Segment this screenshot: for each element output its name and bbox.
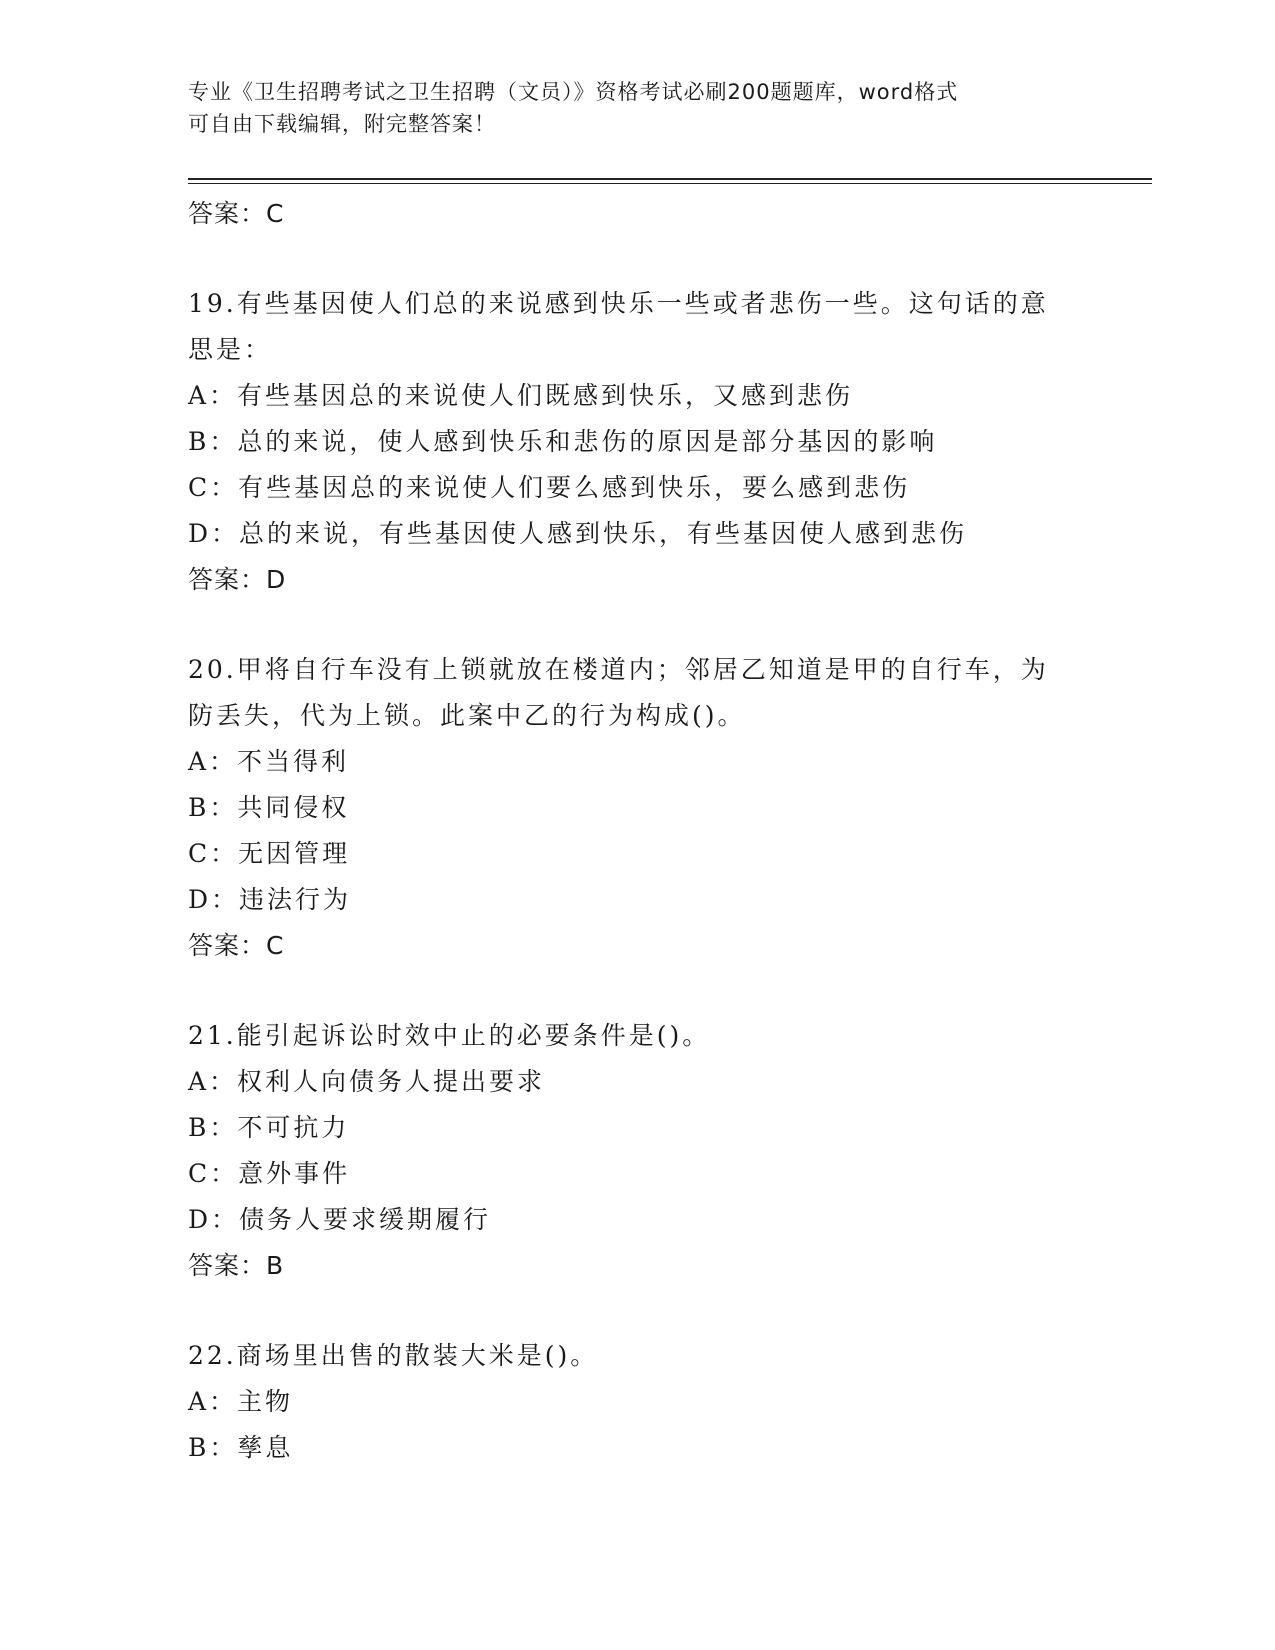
option-b: B：不可抗力 [188, 1113, 350, 1142]
option-c: C：无因管理 [188, 839, 351, 868]
option-c: C：意外事件 [188, 1159, 351, 1188]
option-b: B：孳息 [188, 1433, 294, 1462]
option-d: D：总的来说，有些基因使人感到快乐，有些基因使人感到悲伤 [188, 519, 968, 548]
question-text: 22.商场里出售的散装大米是()。 [188, 1341, 599, 1370]
question-text: 19.有些基因使人们总的来说感到快乐一些或者悲伤一些。这句话的意 [188, 289, 1049, 318]
question-block [188, 281, 1088, 603]
question-block [188, 647, 1088, 969]
option-a: A：有些基因总的来说使人们既感到快乐，又感到悲伤 [188, 381, 854, 410]
answer-line: 答案：C [188, 199, 285, 228]
question-block [188, 1333, 1088, 1471]
header-line-2: 可自由下载编辑，附完整答案！ [188, 112, 496, 136]
option-d: D：违法行为 [188, 885, 352, 914]
header-divider-thick [188, 178, 1152, 180]
option-b: B：总的来说，使人感到快乐和悲伤的原因是部分基因的影响 [188, 427, 938, 456]
answer-line: 答案：B [188, 1251, 285, 1280]
answer-line: 答案：D [188, 565, 287, 594]
question-block [188, 1013, 1088, 1289]
question-text: 防丢失，代为上锁。此案中乙的行为构成()。 [188, 701, 746, 730]
question-text: 20.甲将自行车没有上锁就放在楼道内；邻居乙知道是甲的自行车，为 [188, 655, 1049, 684]
header-line-1: 专业《卫生招聘考试之卫生招聘（文员）》资格考试必刷200题题库，word格式 [188, 80, 959, 104]
option-a: A：主物 [188, 1387, 294, 1416]
document-header [188, 76, 1068, 140]
document-body [188, 191, 1088, 1471]
option-a: A：权利人向债务人提出要求 [188, 1067, 546, 1096]
question-text: 思是： [188, 335, 273, 364]
option-b: B：共同侵权 [188, 793, 350, 822]
option-a: A：不当得利 [188, 747, 350, 776]
option-d: D：债务人要求缓期履行 [188, 1205, 492, 1234]
header-divider-thin [188, 183, 1152, 184]
answer-line: 答案：C [188, 931, 285, 960]
option-c: C：有些基因总的来说使人们要么感到快乐，要么感到悲伤 [188, 473, 911, 502]
question-text: 21.能引起诉讼时效中止的必要条件是()。 [188, 1021, 711, 1050]
